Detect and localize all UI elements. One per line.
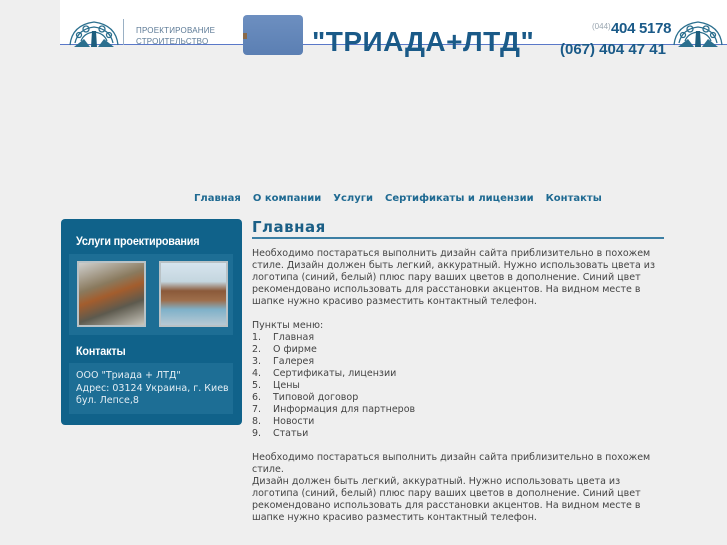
nav-link-certificates[interactable]: Сертификаты и лицензии — [384, 193, 534, 204]
phone-number: 404 5178 — [611, 20, 672, 37]
list-item: 1. Главная — [252, 332, 315, 343]
list-item: 8. Новости — [252, 416, 315, 427]
header-tagline — [136, 25, 215, 47]
menu-items-list — [252, 332, 664, 440]
nav-link-services[interactable]: Услуги — [333, 193, 373, 204]
nav-link-about[interactable]: О компании — [252, 193, 322, 204]
tree-logo-icon[interactable] — [66, 17, 122, 47]
nav-link-home[interactable]: Главная — [194, 193, 241, 204]
tagline-construction: СТРОИТЕЛЬСТВО — [136, 37, 209, 46]
tagline-design: ПРОЕКТИРОВАНИЕ — [136, 26, 216, 35]
company-street: бул. Лепсе,8 — [76, 395, 139, 406]
intro-paragraph: Необходимо постараться выполнить дизайн сайта приблизительно в похожем стиле. Дизайн должен быть легкий, аккуратный. Нужно использовать цвета из логотипа (синий, белый) плюс пару ваших цветов в дополнение. Синий цвет рекомендовано использовать для расстановки акцентов. На видном месте в шапке нужно красиво разместить контактный телефон. — [252, 248, 656, 307]
list-item: 7. Информация для партнеров — [252, 404, 416, 415]
list-item: 6. Типовой договор — [252, 392, 359, 403]
tree-logo-icon — [670, 17, 726, 47]
services-gallery — [69, 254, 233, 335]
contacts-heading: Контакты — [76, 344, 126, 358]
main-nav — [194, 193, 614, 204]
gallery-image-house[interactable] — [77, 261, 146, 327]
main-content — [252, 219, 664, 524]
list-item: 9. Статьи — [252, 428, 309, 439]
outro-paragraph — [252, 452, 664, 524]
list-item: 5. Цены — [252, 380, 300, 391]
header-divider — [123, 19, 124, 45]
list-item: 2. О фирме — [252, 344, 317, 355]
list-item: 4. Сертификаты, лицензии — [252, 368, 397, 379]
page-title: Главная — [252, 219, 664, 239]
services-heading: Услуги проектирования — [76, 234, 200, 248]
outro-line-2: Дизайн должен быть легкий, аккуратный. Нужно использовать цвета из логотипа (синий, белый) плюс пару ваших цветов в дополнение. Синий цвет рекомендовано использовать для расстановки акцентов. На видном месте в шапке нужно красиво разместить контактный телефон. — [252, 476, 641, 523]
phone-area-code: (044) — [592, 22, 611, 31]
site-header — [60, 0, 727, 58]
company-name: ООО "Триада + ЛТД" — [76, 370, 181, 381]
gallery-image-gazebo[interactable] — [159, 261, 228, 327]
outro-line-1: Необходимо постараться выполнить дизайн сайта приблизительно в похожем стиле. — [252, 452, 651, 475]
contacts-box — [69, 363, 233, 414]
brand-name: "ТРИАДА+ЛТД" — [312, 26, 535, 57]
menu-items-label: Пункты меню: — [252, 320, 324, 331]
nav-link-contacts[interactable]: Контакты — [545, 193, 602, 204]
header-photo — [243, 15, 303, 55]
list-item: 3. Галерея — [252, 356, 315, 367]
phone-number-secondary: (067) 404 47 41 — [560, 41, 666, 58]
sidebar — [61, 219, 242, 425]
company-address: Адрес: 03124 Украина, г. Киев — [76, 382, 229, 394]
